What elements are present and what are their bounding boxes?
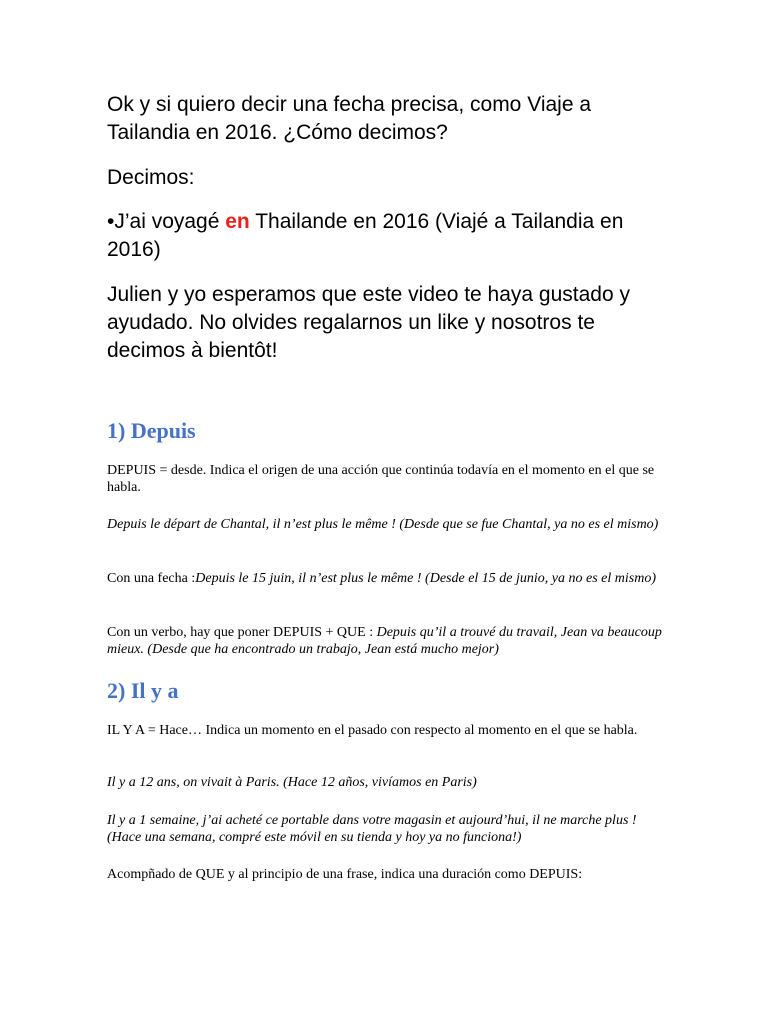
intro-closing: Julien y yo esperamos que este video te haya gustado y ayudado. No olvides regalarnos un like y nosotros te decimos à bientôt!: [107, 283, 630, 362]
depuis-heading: 1) Depuis: [107, 418, 196, 443]
fecha-example: Depuis le 15 juin, il n’est plus le même ! (Desde el 15 de junio, ya no es el mismo): [195, 571, 656, 586]
intro-example: [107, 208, 677, 264]
example-text-before: •J’ai voyagé: [107, 210, 226, 233]
depuis-fecha: [107, 570, 672, 587]
depuis-definition: DEPUIS = desde. Indica el origen de una acción que continúa todavía en el momento en el que se habla.: [107, 463, 655, 495]
ilya-note: Acompñado de QUE y al principio de una frase, indica una duración como DEPUIS:: [107, 867, 583, 882]
fecha-label: Con una fecha :: [107, 571, 196, 586]
example-text-after: Thailande en 2016 (Viajé a Tailandia en 2016): [107, 210, 624, 261]
ilya-example-1: Il y a 12 ans, on vivait à Paris. (Hace 12 años, vivíamos en Paris): [107, 775, 477, 790]
verbo-label: Con un verbo, hay que poner DEPUIS + QUE :: [107, 625, 377, 640]
ilya-heading: 2) Il y a: [107, 678, 179, 703]
ilya-example-2: Il y a 1 semaine, j’ai acheté ce portable dans votre magasin et aujourd’hui, il ne marche plus ! (Hace una semana, compré este móvil en su tienda y hoy ya no funciona!): [107, 813, 637, 845]
intro-decimos: Decimos:: [107, 166, 195, 189]
verbo-example: Depuis qu’il a trouvé du travail, Jean va beaucoup mieux. (Desde que ha encontrado un trabajo, Jean está mucho mejor): [107, 625, 662, 657]
example-highlight: en: [225, 210, 250, 233]
intro-question: Ok y si quiero decir una fecha precisa, como Viaje a Tailandia en 2016. ¿Cómo decimos?: [107, 93, 592, 144]
ilya-definition: IL Y A = Hace… Indica un momento en el pasado con respecto al momento en el que se habla.: [107, 723, 638, 738]
depuis-example-1: Depuis le départ de Chantal, il n’est plus le même ! (Desde que se fue Chantal, ya no es el mismo): [107, 517, 659, 532]
depuis-verbo: [107, 624, 672, 658]
